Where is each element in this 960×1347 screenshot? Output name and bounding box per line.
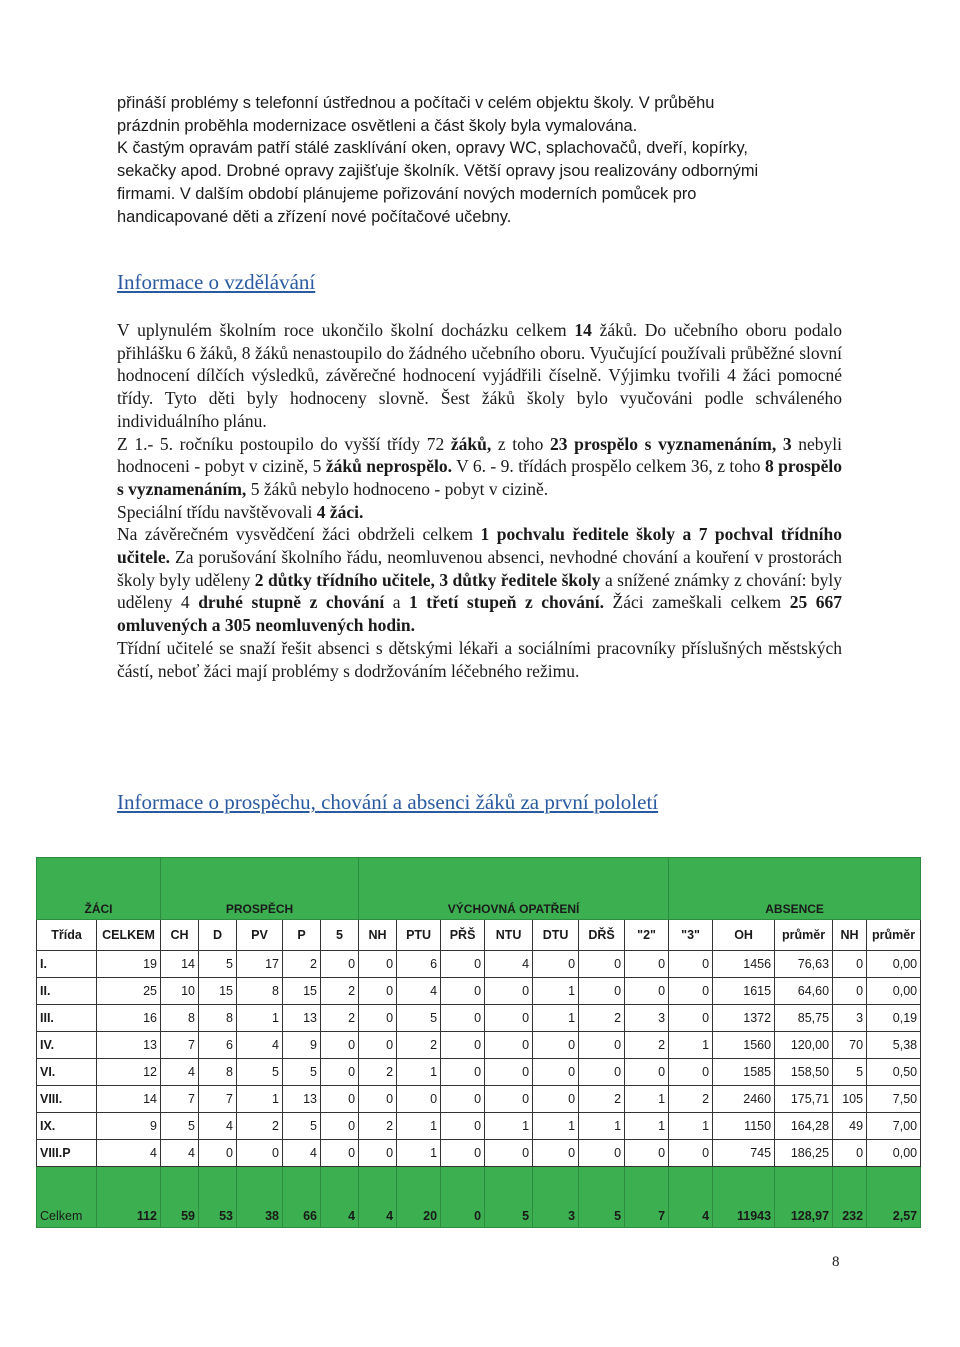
- table-cell: 7: [199, 1086, 237, 1113]
- paragraph-graduates: V uplynulém školním roce ukončilo školní docházku celkem 14 žáků. Do učebního oboru podalo přihlášku 6 žáků, 8 žáků nenastoupilo do žádného učebního oboru. Vyučující používali průběžné slovní hodnocení dílčích výsledků, závěrečné hodnocení vyjádřili číselně. Výjimku tvořili 4 žáci pomocné třídy. Tyto děti byly hodnoceny slovně. Šest žáků školy bylo vyučováni podle schváleného individuálního plánu.: [117, 320, 842, 431]
- intro-line: handicapované děti a zřízení nové počítačové učebny.: [117, 207, 512, 226]
- table-column-header: P: [283, 920, 321, 951]
- table-cell: 5: [283, 1059, 321, 1086]
- table-cell: 0: [579, 1140, 625, 1167]
- table-group-header: PROSPĚCH: [161, 858, 359, 920]
- table-row-label: IX.: [37, 1113, 97, 1140]
- table-total-cell: 11943: [713, 1167, 775, 1228]
- table-cell: 0: [237, 1140, 283, 1167]
- table-cell: 0: [533, 1059, 579, 1086]
- table-cell: 175,71: [775, 1086, 833, 1113]
- table-cell: 1: [397, 1140, 441, 1167]
- table-cell: 0: [359, 951, 397, 978]
- table-total-cell: 38: [237, 1167, 283, 1228]
- table-column-header: průměr: [867, 920, 921, 951]
- table-cell: 4: [485, 951, 533, 978]
- table-cell: 0: [485, 1005, 533, 1032]
- table-cell: 7: [161, 1032, 199, 1059]
- table-row: [37, 978, 921, 1005]
- table-cell: 105: [833, 1086, 867, 1113]
- table-cell: 1560: [713, 1032, 775, 1059]
- intro-line: firmami. V dalším období plánujeme pořizování nových moderních pomůcek pro: [117, 184, 697, 203]
- paragraph-absence: Třídní učitelé se snaží řešit absenci s dětskými lékaři a sociálními pracovníky příslušných městských částí, neboť žáci mají problémy s dodržováním léčebného režimu.: [117, 637, 842, 681]
- table-group-header: ABSENCE: [669, 858, 921, 920]
- table-cell: 5: [237, 1059, 283, 1086]
- table-cell: 0: [321, 1140, 359, 1167]
- table-cell: 7,50: [867, 1086, 921, 1113]
- table-total-cell: 128,97: [775, 1167, 833, 1228]
- section-heading-education: Informace o vzdělávání: [117, 270, 316, 294]
- table-total-cell: 4: [359, 1167, 397, 1228]
- table-cell: 0: [533, 1086, 579, 1113]
- table-cell: 1: [397, 1113, 441, 1140]
- table-cell: 4: [283, 1140, 321, 1167]
- table-cell: 0: [441, 951, 485, 978]
- table-total-cell: 5: [579, 1167, 625, 1228]
- table-cell: 158,50: [775, 1059, 833, 1086]
- table-cell: 8: [237, 978, 283, 1005]
- table-column-header: D: [199, 920, 237, 951]
- table-cell: 0,00: [867, 978, 921, 1005]
- education-text: [117, 319, 842, 682]
- table-cell: 2: [359, 1113, 397, 1140]
- table-cell: 1: [485, 1113, 533, 1140]
- table-cell: 745: [713, 1140, 775, 1167]
- table-total-cell: 20: [397, 1167, 441, 1228]
- table-total-cell: 7: [625, 1167, 669, 1228]
- table-cell: 5,38: [867, 1032, 921, 1059]
- table-total-cell: 53: [199, 1167, 237, 1228]
- table-cell: 0: [579, 1032, 625, 1059]
- table-cell: 1: [237, 1005, 283, 1032]
- table-cell: 1: [579, 1113, 625, 1140]
- table-cell: 186,25: [775, 1140, 833, 1167]
- table-column-header: "2": [625, 920, 669, 951]
- table-row: [37, 1032, 921, 1059]
- table-cell: 2: [397, 1032, 441, 1059]
- section-heading-results: Informace o prospěchu, chování a absenci žáků za první pololetí: [117, 790, 659, 814]
- table-cell: 2: [579, 1086, 625, 1113]
- table-cell: 0: [321, 1059, 359, 1086]
- table-cell: 10: [161, 978, 199, 1005]
- table-cell: 5: [397, 1005, 441, 1032]
- table-row: [37, 951, 921, 978]
- table-column-header: 5: [321, 920, 359, 951]
- table-total-cell: 2,57: [867, 1167, 921, 1228]
- table-cell: 0: [199, 1140, 237, 1167]
- table-cell: 0: [625, 978, 669, 1005]
- table-cell: 0: [321, 1032, 359, 1059]
- table-cell: 5: [161, 1113, 199, 1140]
- table-cell: 0: [321, 951, 359, 978]
- table-row-label: VI.: [37, 1059, 97, 1086]
- table-row-label: III.: [37, 1005, 97, 1032]
- table-column-header: "3": [669, 920, 713, 951]
- table-cell: 2: [321, 1005, 359, 1032]
- table-cell: 85,75: [775, 1005, 833, 1032]
- table-cell: 5: [283, 1113, 321, 1140]
- table-cell: 2: [321, 978, 359, 1005]
- table-cell: 0: [485, 978, 533, 1005]
- table-cell: 1: [533, 978, 579, 1005]
- table-cell: 0: [485, 1086, 533, 1113]
- table-cell: 13: [97, 1032, 161, 1059]
- results-table: [36, 857, 921, 1228]
- table-cell: 2: [359, 1059, 397, 1086]
- table-cell: 4: [161, 1140, 199, 1167]
- table-column-header: NH: [359, 920, 397, 951]
- table-cell: 0: [669, 978, 713, 1005]
- intro-line: K častým opravám patří stálé zasklívání oken, opravy WC, splachovačů, dveří, kopírky,: [117, 139, 748, 158]
- table-column-header: PŘŠ: [441, 920, 485, 951]
- table-cell: 2: [579, 1005, 625, 1032]
- table-cell: 120,00: [775, 1032, 833, 1059]
- table-cell: 4: [237, 1032, 283, 1059]
- table-cell: 17: [237, 951, 283, 978]
- table-column-header: CELKEM: [97, 920, 161, 951]
- table-row-label: VIII.: [37, 1086, 97, 1113]
- table-column-header: průměr: [775, 920, 833, 951]
- table-total-label: Celkem: [37, 1167, 97, 1228]
- table-cell: 0: [669, 1005, 713, 1032]
- intro-paragraph: [117, 92, 842, 228]
- table-cell: 1: [533, 1005, 579, 1032]
- table-cell: 2: [625, 1032, 669, 1059]
- table-cell: 0: [579, 1059, 625, 1086]
- table-cell: 6: [199, 1032, 237, 1059]
- table-cell: 19: [97, 951, 161, 978]
- intro-line: prázdnin proběhla modernizace osvětleni a část školy byla vymalována.: [117, 116, 638, 135]
- table-cell: 0: [397, 1086, 441, 1113]
- table-cell: 0,19: [867, 1005, 921, 1032]
- table-cell: 2: [669, 1086, 713, 1113]
- table-cell: 0: [669, 951, 713, 978]
- table-cell: 13: [283, 1086, 321, 1113]
- table-cell: 8: [199, 1059, 237, 1086]
- table-column-header: OH: [713, 920, 775, 951]
- table-cell: 4: [199, 1113, 237, 1140]
- table-cell: 0: [485, 1032, 533, 1059]
- table-cell: 8: [199, 1005, 237, 1032]
- table-column-header: Třída: [37, 920, 97, 951]
- table-cell: 1: [625, 1113, 669, 1140]
- table-cell: 0: [625, 1059, 669, 1086]
- table-column-header: PV: [237, 920, 283, 951]
- table-cell: 0: [833, 951, 867, 978]
- intro-line: sekačky apod. Drobné opravy zajišťuje školník. Větší opravy jsou realizovány odbornými: [117, 162, 759, 181]
- table-row: [37, 1005, 921, 1032]
- table-cell: 0: [533, 1140, 579, 1167]
- table-total-cell: 66: [283, 1167, 321, 1228]
- table-cell: 0,00: [867, 1140, 921, 1167]
- results-table-wrapper: [36, 857, 920, 1228]
- table-cell: 4: [397, 978, 441, 1005]
- table-row: [37, 1113, 921, 1140]
- table-cell: 0: [359, 1032, 397, 1059]
- table-cell: 3: [833, 1005, 867, 1032]
- table-row: [37, 1140, 921, 1167]
- table-cell: 2460: [713, 1086, 775, 1113]
- table-cell: 14: [161, 951, 199, 978]
- table-total-cell: 232: [833, 1167, 867, 1228]
- table-cell: 2: [283, 951, 321, 978]
- table-cell: 1615: [713, 978, 775, 1005]
- table-group-header: ŽÁCI: [37, 858, 161, 920]
- table-row: [37, 1059, 921, 1086]
- table-total-cell: 4: [321, 1167, 359, 1228]
- table-cell: 2: [237, 1113, 283, 1140]
- table-total-cell: 4: [669, 1167, 713, 1228]
- table-cell: 1585: [713, 1059, 775, 1086]
- intro-line: přináší problémy s telefonní ústřednou a počítači v celém objektu školy. V průběhu: [117, 94, 715, 112]
- table-column-header: NTU: [485, 920, 533, 951]
- table-cell: 0,00: [867, 951, 921, 978]
- table-cell: 5: [833, 1059, 867, 1086]
- page-number: 8: [832, 1254, 840, 1270]
- table-cell: 0: [441, 978, 485, 1005]
- table-total-cell: 59: [161, 1167, 199, 1228]
- table-cell: 1372: [713, 1005, 775, 1032]
- table-total-cell: 0: [441, 1167, 485, 1228]
- table-cell: 9: [97, 1113, 161, 1140]
- table-cell: 1: [669, 1113, 713, 1140]
- table-cell: 15: [199, 978, 237, 1005]
- table-cell: 0: [441, 1059, 485, 1086]
- table-cell: 1: [397, 1059, 441, 1086]
- table-cell: 4: [97, 1140, 161, 1167]
- table-cell: 0: [833, 978, 867, 1005]
- table-column-header: DTU: [533, 920, 579, 951]
- table-cell: 15: [283, 978, 321, 1005]
- table-total-cell: 5: [485, 1167, 533, 1228]
- table-cell: 0: [533, 1032, 579, 1059]
- table-cell: 0: [321, 1086, 359, 1113]
- table-cell: 76,63: [775, 951, 833, 978]
- table-cell: 1: [533, 1113, 579, 1140]
- table-cell: 64,60: [775, 978, 833, 1005]
- table-total-row: [37, 1167, 921, 1228]
- table-cell: 0: [625, 1140, 669, 1167]
- table-cell: 70: [833, 1032, 867, 1059]
- table-cell: 0: [359, 1086, 397, 1113]
- table-column-header: PTU: [397, 920, 441, 951]
- table-cell: 0: [441, 1032, 485, 1059]
- table-cell: 1456: [713, 951, 775, 978]
- table-cell: 5: [199, 951, 237, 978]
- table-group-header-row: [37, 858, 921, 920]
- table-cell: 0: [321, 1113, 359, 1140]
- paragraph-advancement: Z 1.- 5. ročníku postoupilo do vyšší třídy 72 žáků, z toho 23 prospělo s vyznamenáním, 3 nebyli hodnoceni - pobyt v cizině, 5 žáků neprospělo. V 6. - 9. třídách prospělo celkem 36, z toho 8 prospělo s vyznamenáním, 5 žáků nebylo hodnoceno - pobyt v cizině.: [117, 433, 843, 499]
- table-cell: 1: [669, 1032, 713, 1059]
- table-cell: 0: [533, 951, 579, 978]
- table-row-label: I.: [37, 951, 97, 978]
- paragraph-special-class: Speciální třídu navštěvovali 4 žáci.: [117, 501, 364, 522]
- table-cell: 0: [359, 978, 397, 1005]
- table-cell: 14: [97, 1086, 161, 1113]
- table-cell: 9: [283, 1032, 321, 1059]
- table-cell: 0: [441, 1005, 485, 1032]
- table-cell: 4: [161, 1059, 199, 1086]
- table-column-header: CH: [161, 920, 199, 951]
- table-cell: 0: [359, 1140, 397, 1167]
- table-cell: 0: [441, 1086, 485, 1113]
- table-cell: 1150: [713, 1113, 775, 1140]
- table-column-header: DŘŠ: [579, 920, 625, 951]
- table-cell: 6: [397, 951, 441, 978]
- table-cell: 164,28: [775, 1113, 833, 1140]
- paragraph-commendations: Na závěrečném vysvědčení žáci obdrželi celkem 1 pochvalu ředitele školy a 7 pochval třídního učitele. Za porušování školního řádu, neomluvenou absenci, nevhodné chování a kouření v prostorách školy byly uděleny 2 důtky třídního učitele, 3 důtky ředitele školy a snížené známky z chování: byly uděleny 4 druhé stupně z chování a 1 třetí stupeň z chování. Žáci zameškali celkem 25 667 omluvených a 305 neomluvených hodin.: [117, 524, 843, 636]
- table-column-header: NH: [833, 920, 867, 951]
- table-cell: 7: [161, 1086, 199, 1113]
- table-total-cell: 112: [97, 1167, 161, 1228]
- table-cell: 13: [283, 1005, 321, 1032]
- table-cell: 0: [579, 951, 625, 978]
- table-cell: 12: [97, 1059, 161, 1086]
- table-cell: 3: [625, 1005, 669, 1032]
- table-cell: 0: [441, 1140, 485, 1167]
- table-cell: 1: [237, 1086, 283, 1113]
- table-total-cell: 3: [533, 1167, 579, 1228]
- table-cell: 0: [359, 1005, 397, 1032]
- table-cell: 0: [485, 1140, 533, 1167]
- table-row: [37, 1086, 921, 1113]
- table-cell: 0: [669, 1059, 713, 1086]
- table-cell: 25: [97, 978, 161, 1005]
- table-cell: 49: [833, 1113, 867, 1140]
- table-row-label: IV.: [37, 1032, 97, 1059]
- table-cell: 7,00: [867, 1113, 921, 1140]
- table-cell: 0,50: [867, 1059, 921, 1086]
- table-cell: 0: [669, 1140, 713, 1167]
- table-cell: 0: [441, 1113, 485, 1140]
- table-cell: 16: [97, 1005, 161, 1032]
- table-cell: 1: [625, 1086, 669, 1113]
- table-cell: 0: [485, 1059, 533, 1086]
- table-cell: 0: [579, 978, 625, 1005]
- table-row-label: VIII.P: [37, 1140, 97, 1167]
- table-cell: 8: [161, 1005, 199, 1032]
- table-row-label: II.: [37, 978, 97, 1005]
- table-header-row: [37, 920, 921, 951]
- table-cell: 0: [625, 951, 669, 978]
- table-group-header: VÝCHOVNÁ OPATŘENÍ: [359, 858, 669, 920]
- table-cell: 0: [833, 1140, 867, 1167]
